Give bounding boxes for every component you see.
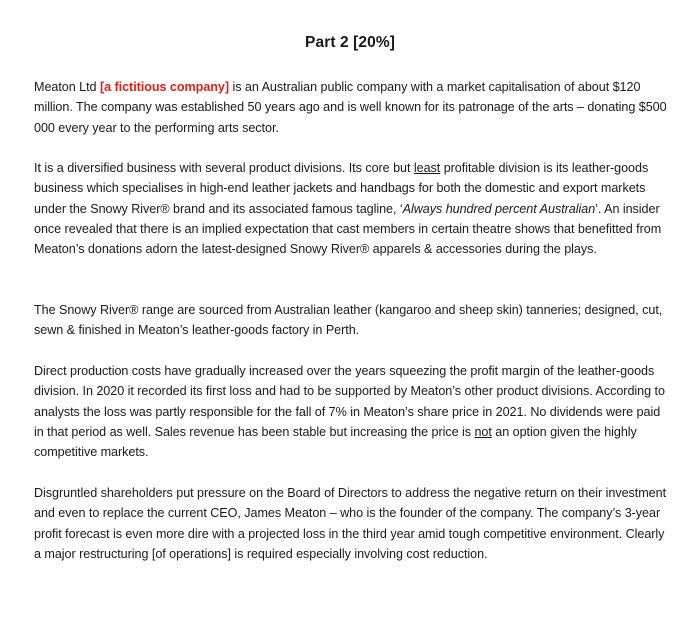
text: is an Australian public company with a market capitalisation of about $120 million. The company was established 50 years ago and is well known for its patronage of the arts – donating $500 000 every year to the performing arts sector. bbox=[34, 80, 667, 135]
text: ’. An insider once revealed that there is an implied expectation that cast members in certain theatre shows that benefitted from Meaton’s donations adorn the latest-designed Snowy River® apparels & accessories during the plays. bbox=[34, 201, 662, 257]
paragraph-sourcing: The Snowy River® range are sourced from Australian leather (kangaroo and sheep skin) tanneries; designed, cut, sewn & finished in Meaton’s leather-goods factory in Perth. bbox=[34, 303, 663, 338]
paragraph-divisions bbox=[34, 158, 672, 259]
paragraph-costs bbox=[34, 361, 672, 462]
underlined-word: least bbox=[413, 161, 441, 175]
text: Meaton Ltd bbox=[34, 80, 100, 94]
text: an option given the highly competitive markets. bbox=[34, 424, 637, 460]
tagline: Always hundred percent Australian bbox=[402, 201, 596, 216]
paragraph-company-intro bbox=[34, 77, 672, 138]
page-title: Part 2 [20%] bbox=[305, 34, 395, 51]
text: profitable division is its leather-goods business which specialises in high-end leather jackets and handbags for both the domestic and export markets under the Snowy River® brand and its associated famous tagline, ‘ bbox=[34, 161, 649, 216]
underlined-word: not bbox=[474, 424, 492, 439]
fictitious-note: [a fictitious company] bbox=[99, 80, 230, 94]
paragraph-shareholders: Disgruntled shareholders put pressure on the Board of Directors to address the negative return on their investment and even to replace the current CEO, James Meaton – who is the founder of the company. The company’s 3-year profit forecast is even more dire with a projected loss in the third year amid tough competitive environment. Clearly a major restructuring [of operations] is required especially involving cost reduction. bbox=[34, 486, 667, 561]
text: Direct production costs have gradually increased over the years squeezing the profit margin of the leather-goods division. In 2020 it recorded its first loss and had to be supported by Meaton’s other product divisions. According to analysts the loss was partly responsible for the fall of 7% in Meaton’s share price in 2021. No dividends were paid in that period as well. Sales revenue has been stable but increasing the price is bbox=[34, 364, 665, 439]
text: It is a diversified business with several product divisions. Its core but bbox=[34, 161, 414, 175]
